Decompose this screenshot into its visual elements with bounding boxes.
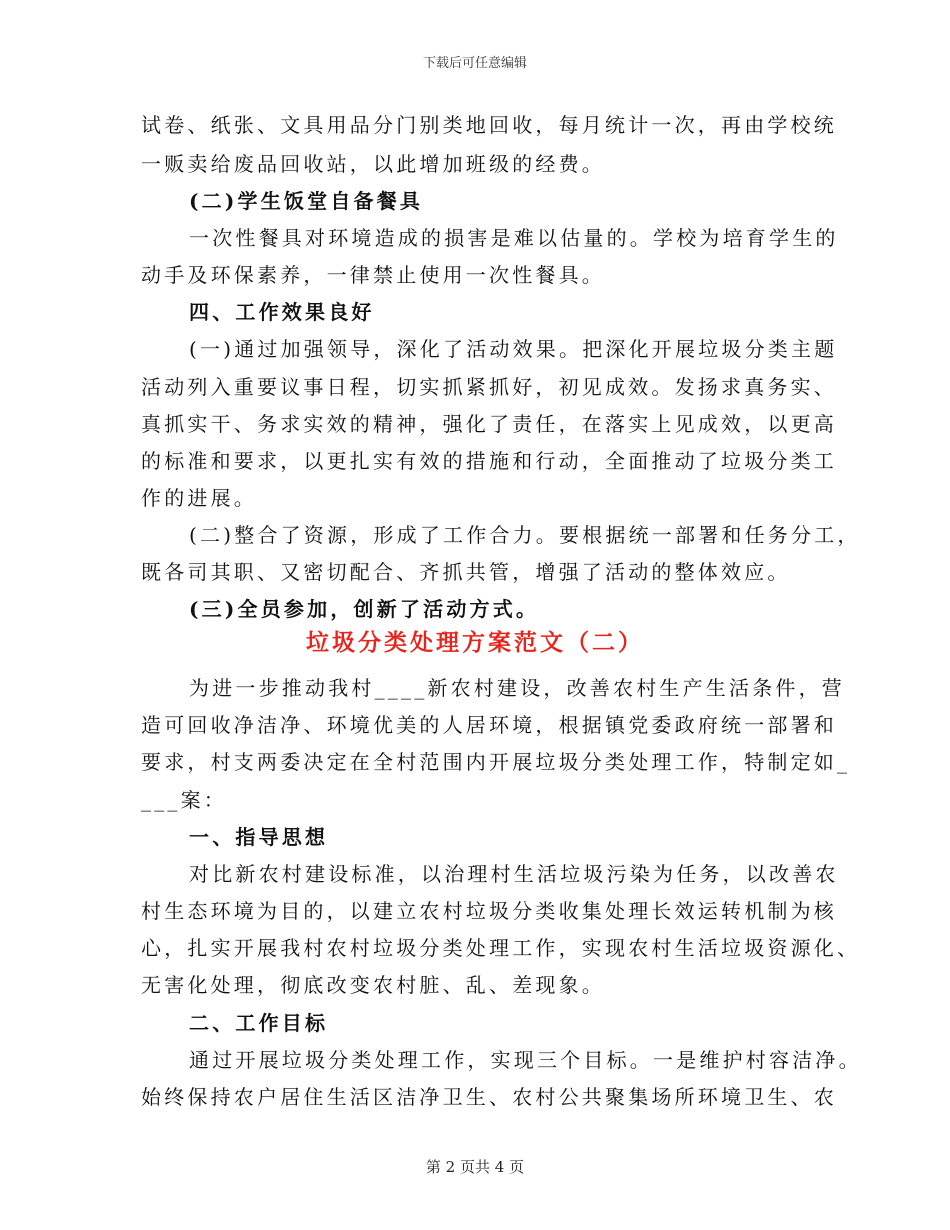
paragraph-line: 一次性餐具对环境造成的损害是难以估量的。学校为培育学生的 [189,226,839,250]
paragraph-line: 对比新农村建设标准，以治理村生活垃圾污染为任务，以改善农 [189,862,839,886]
paragraph-line: 动手及环保素养，一律禁止使用一次性餐具。 [141,263,605,287]
section-heading: 二、工作目标 [189,1011,329,1035]
page-header-note: 下载后可任意编辑 [422,56,527,71]
paragraph-line: 活动列入重要议事日程，切实抓紧抓好，初见成效。发扬求真务实、 [141,375,837,399]
paragraph-line: 通过开展垃圾分类处理工作，实现三个目标。一是维护村容洁净。 [189,1048,862,1072]
section-heading: 四、工作效果良好 [189,300,375,324]
paragraph-line: 作的进展。 [141,486,257,510]
paragraph-line: 要求，村支两委决定在全村范围内开展垃圾分类处理工作，特制定如_ [141,750,851,774]
paragraph-line: 无害化处理，彻底改变农村脏、乱、差现象。 [141,973,605,997]
paragraph-line: 始终保持农户居住生活区洁净卫生、农村公共聚集场所环境卫生、农 [141,1085,837,1109]
paragraph-line: 真抓实干、务求实效的精神，强化了责任，在落实上见成效，以更高 [141,412,837,436]
paragraph-line: 的标准和要求，以更扎实有效的措施和行动，全面推动了垃圾分类工 [141,449,837,473]
document-title: 垃圾分类处理方案范文（二） [306,629,644,656]
section-heading: (二)学生饭堂自备餐具 [189,189,424,213]
paragraph-line: (二)整合了资源，形成了工作合力。要根据统一部署和任务分工， [189,523,861,547]
paragraph-line: 村生态环境为目的，以建立农村垃圾分类收集处理长效运转机制为核 [141,899,837,923]
paragraph-line: 为进一步推动我村____新农村建设，改善农村生产生活条件，营 [189,676,845,700]
paragraph-line: 造可回收净洁净、环境优美的人居环境，根据镇党委政府统一部署和 [141,713,837,737]
paragraph-line: 一贩卖给废品回收站，以此增加班级的经费。 [141,152,605,176]
page-number-footer: 第 2 页共 4 页 [425,1158,525,1176]
paragraph-line: 心，扎实开展我村农村垃圾分类处理工作，实现农村生活垃圾资源化、 [141,936,861,960]
section-heading: 一、指导思想 [189,825,329,849]
paragraph-line: 试卷、纸张、文具用品分门别类地回收，每月统计一次，再由学校统 [141,113,837,137]
paragraph-line: (一)通过加强领导，深化了活动效果。把深化开展垃圾分类主题 [189,337,838,361]
section-heading: (三)全员参加，创新了活动方式。 [189,597,540,621]
paragraph-line: 既各司其职、又密切配合、齐抓共管，增强了活动的整体效应。 [141,560,791,584]
paragraph-line: ___案： [141,788,227,812]
